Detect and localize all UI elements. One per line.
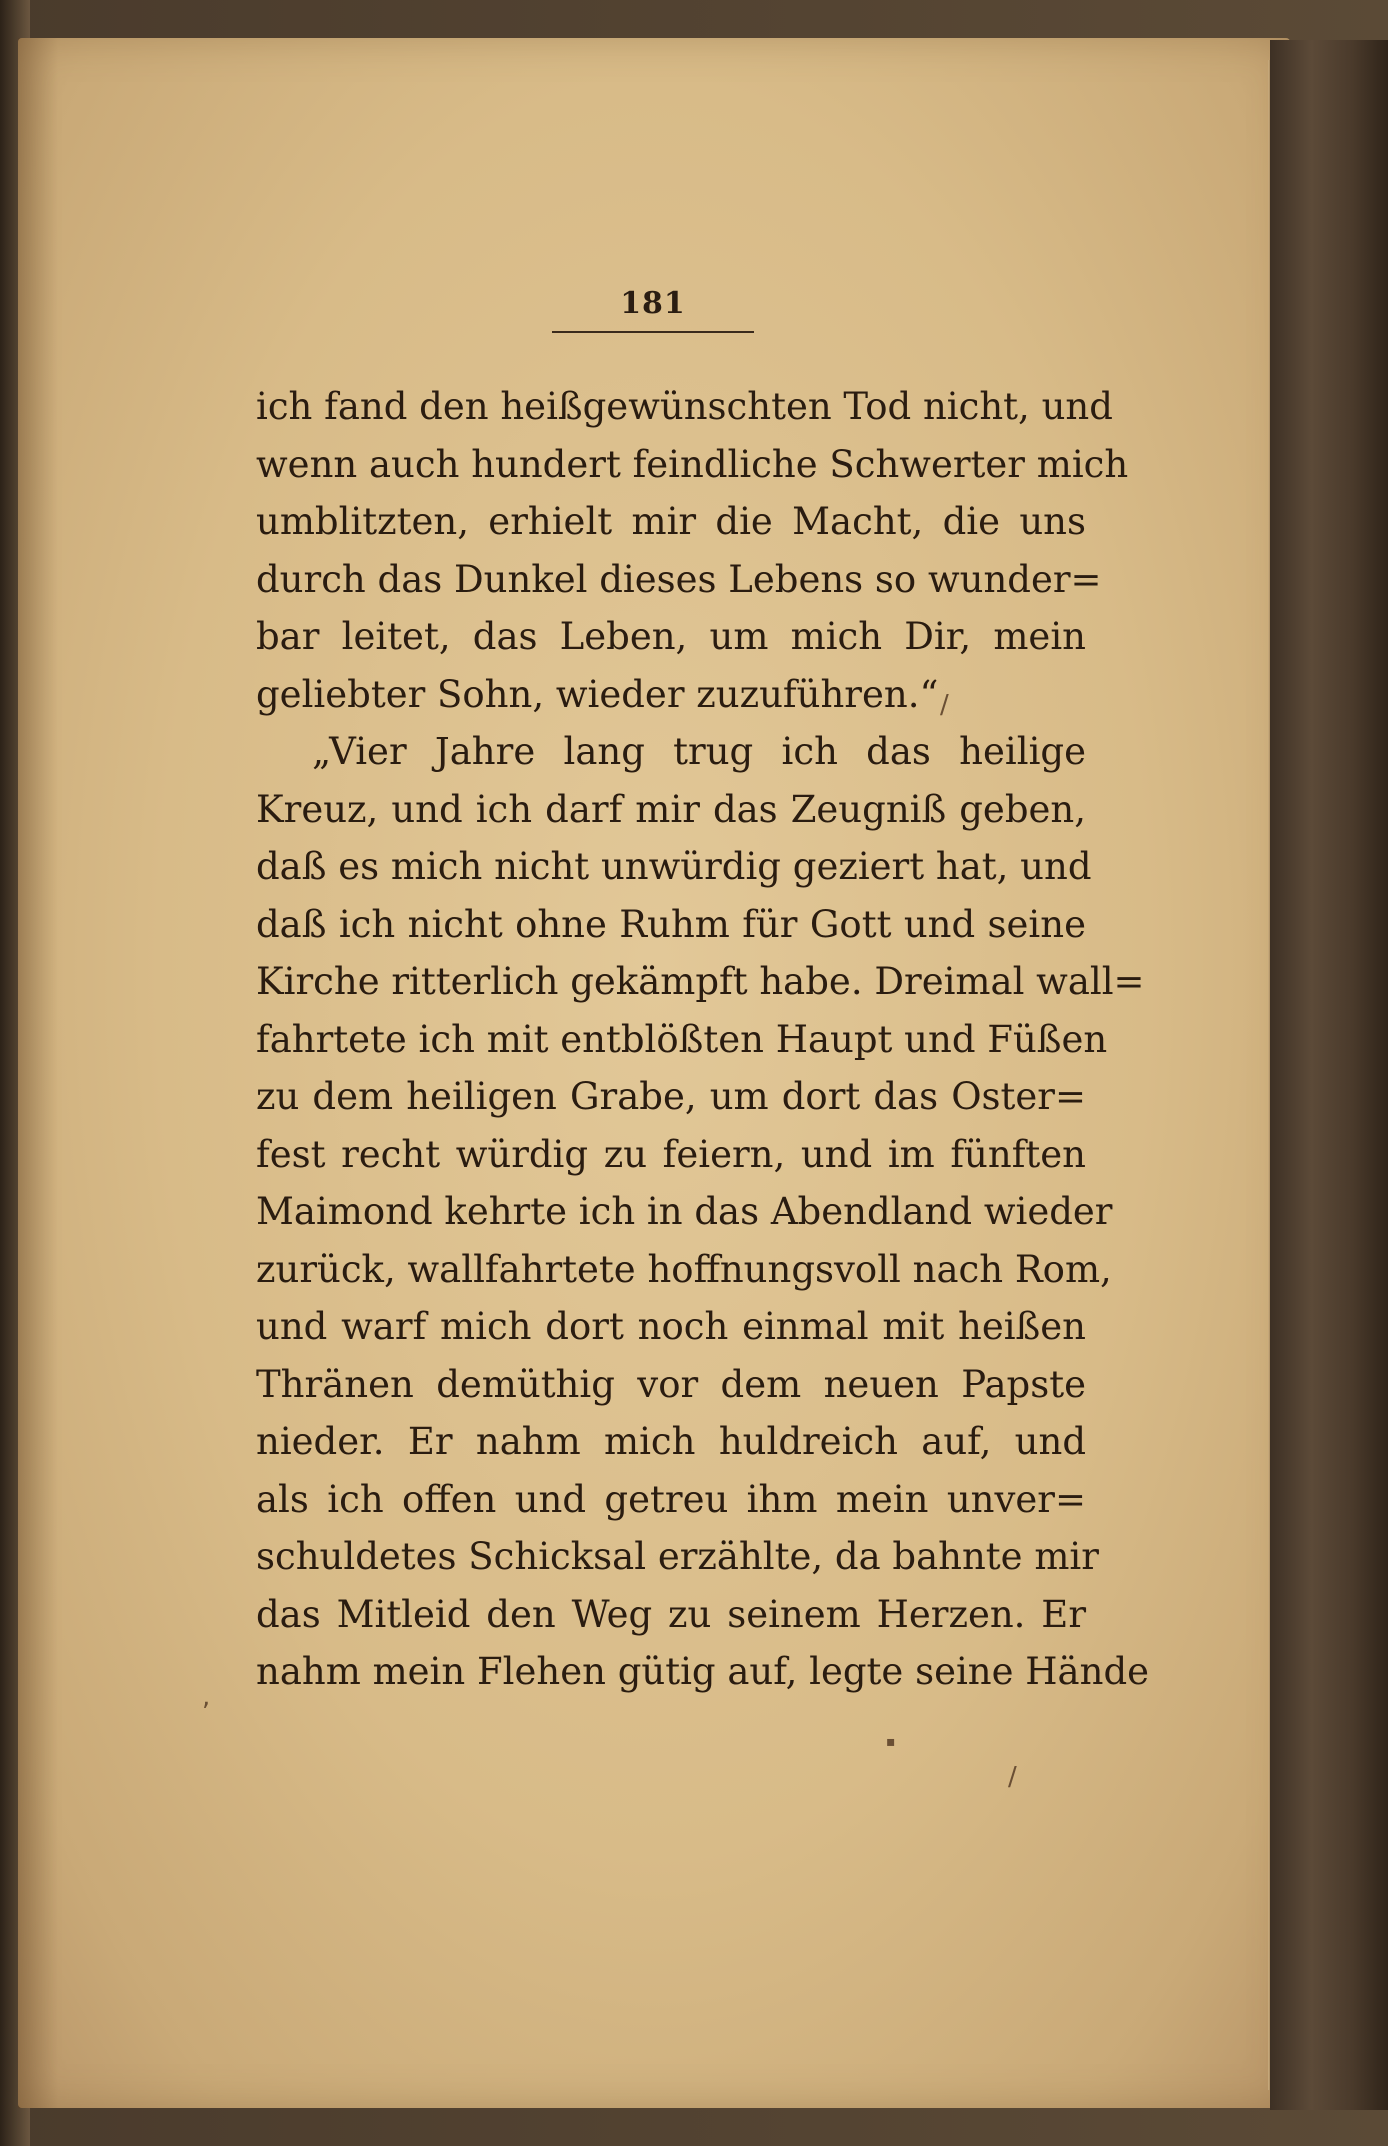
text-line: ich fand den heißgewünschten Tod nicht, und [256,385,1113,428]
page-number: 181 [620,286,686,321]
ink-speck: ▪ [886,1734,896,1750]
text-line: durch das Dunkel dieses Lebens so wunder= [256,557,1102,601]
body-text [256,378,1150,1701]
text-line: zu dem heiligen Grabe, um dort das Oster= [256,1075,1086,1118]
text-line-paragraph-start: „Vier Jahre lang trug ich das heilige [312,730,1086,773]
text-line: und warf mich dort noch einmal mit heißen [256,1305,1086,1348]
text-line: wenn auch hundert feindliche Schwerter mich [256,442,1129,486]
text-line: als ich offen und getreu ihm mein unver= [256,1477,1086,1521]
spine-shadow [18,38,58,2108]
text-line: geliebter Sohn, wieder zuzuführen.“ [256,672,939,716]
text-line: Kreuz, und ich darf mir das Zeugniß geben, [256,787,1086,831]
pencil-mark: / [940,690,949,720]
text-line: Kirche ritterlich gekämpft habe. Dreimal wall= [256,960,1145,1003]
text-line: daß ich nicht ohne Ruhm für Gott und seine [256,902,1086,946]
pencil-mark: / [1008,1762,1017,1792]
text-line: bar leitet, das Leben, um mich Dir, mein [256,615,1086,658]
text-line: nieder. Er nahm mich huldreich auf, und [256,1420,1086,1463]
text-line: umblitzten, erhielt mir die Macht, die uns [256,500,1086,543]
text-line: Maimond kehrte ich in das Abendland wieder [256,1190,1113,1233]
text-line: zurück, wallfahrtete hoffnungsvoll nach Rom, [256,1247,1112,1291]
text-line: daß es mich nicht unwürdig geziert hat, und [256,845,1092,888]
book-cover-right-edge [1270,40,1388,2110]
text-line: fahrtete ich mit entblößten Haupt und Füßen [256,1017,1108,1061]
text-line: schuldetes Schicksal erzählte, da bahnte mir [256,1535,1099,1578]
text-line: das Mitleid den Weg zu seinem Herzen. Er [256,1592,1086,1636]
text-line: nahm mein Flehen gütig auf, legte seine Hände [256,1650,1150,1693]
text-line: fest recht würdig zu feiern, und im fünften [256,1132,1086,1176]
text-line: Thränen demüthig vor dem neuen Papste [256,1362,1086,1406]
pencil-mark: , [202,1682,211,1712]
header-rule [552,331,754,333]
